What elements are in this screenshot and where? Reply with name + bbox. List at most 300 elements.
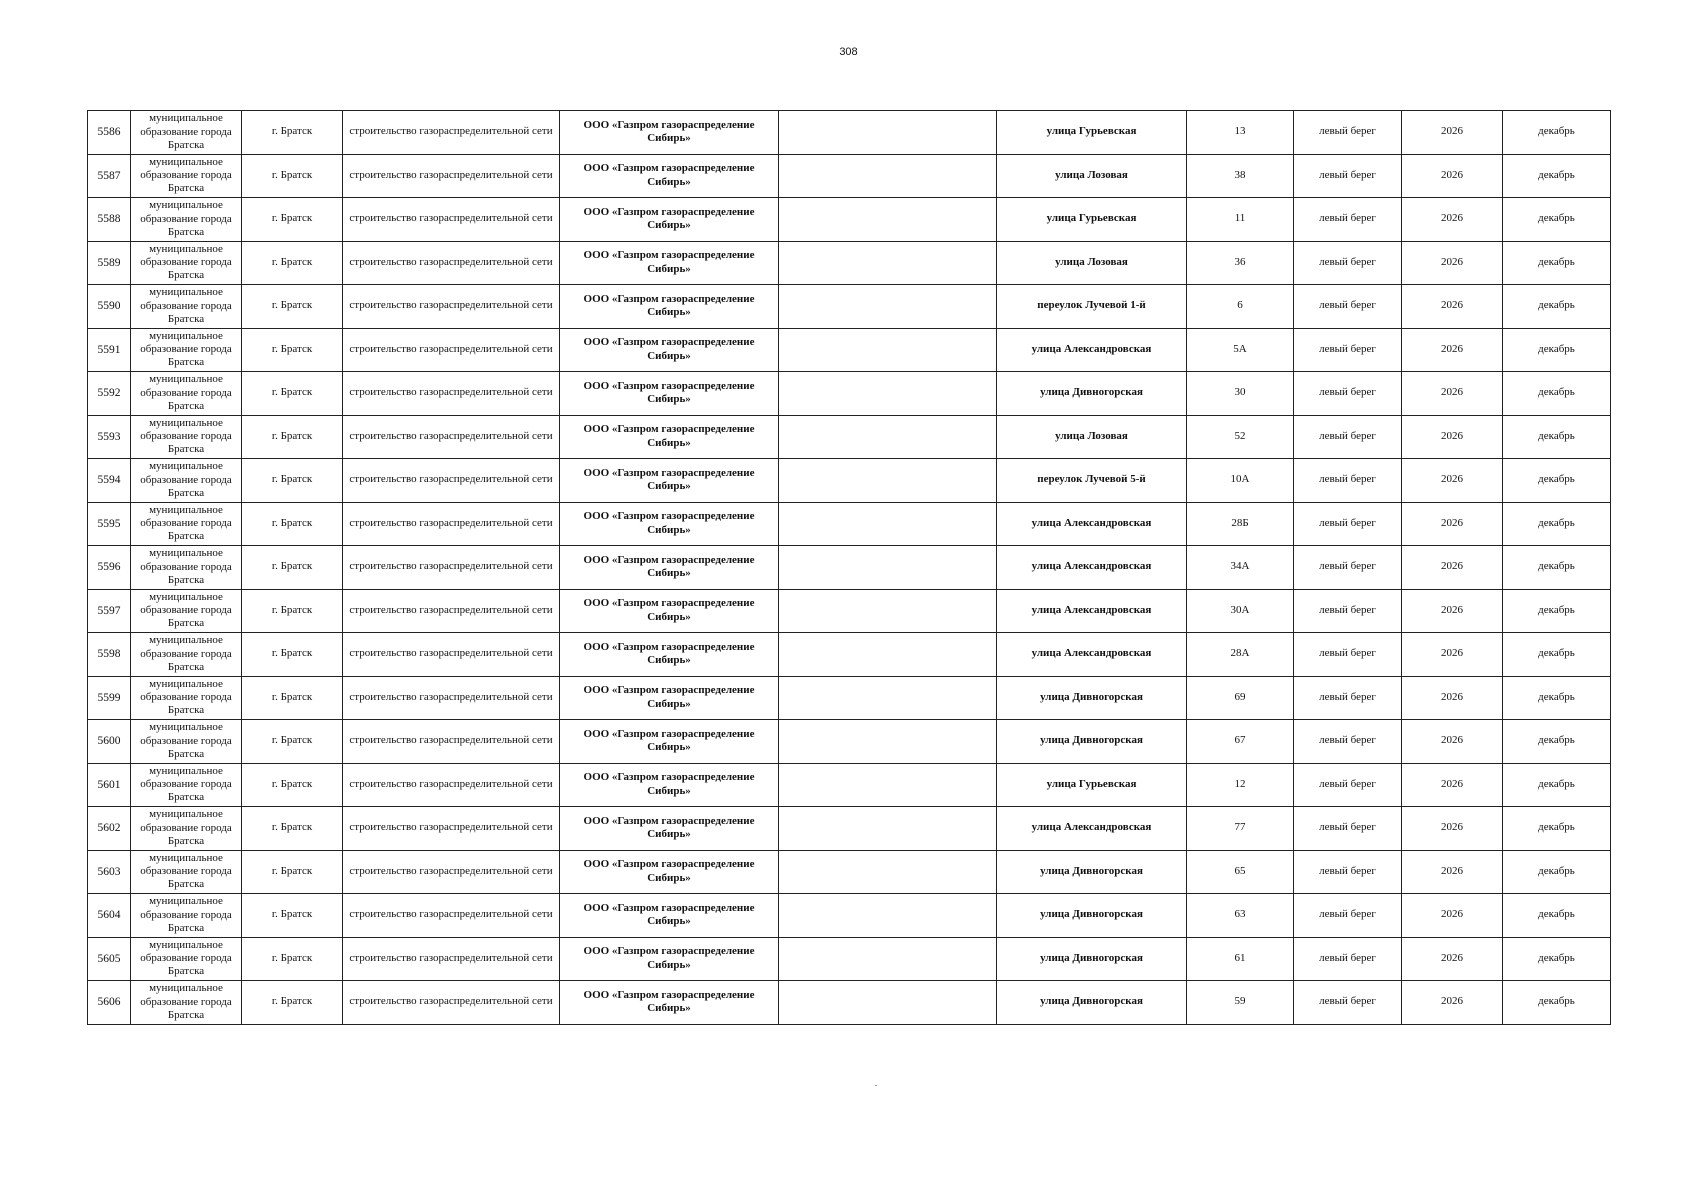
cell-month: декабрь — [1503, 111, 1611, 155]
cell-empty — [779, 415, 997, 459]
cell-house-number: 28А — [1187, 633, 1294, 677]
cell-year: 2026 — [1402, 763, 1503, 807]
cell-empty — [779, 546, 997, 590]
cell-work-type: строительство газораспределительной сети — [343, 415, 560, 459]
cell-city: г. Братск — [242, 763, 343, 807]
cell-river-bank: левый берег — [1294, 894, 1402, 938]
cell-work-type: строительство газораспределительной сети — [343, 676, 560, 720]
municipality-line: образование города — [140, 430, 232, 443]
municipality-line: муниципальное — [149, 938, 223, 951]
municipality-line: муниципальное — [149, 242, 223, 255]
cell-month: декабрь — [1503, 372, 1611, 416]
municipality-line: Братска — [167, 791, 205, 804]
municipality-line: образование города — [140, 908, 232, 921]
cell-city: г. Братск — [242, 589, 343, 633]
municipality-line: Братска — [167, 1008, 205, 1021]
municipality-line: муниципальное — [149, 764, 223, 777]
cell-street: улица Александровская — [997, 328, 1187, 372]
cell-empty — [779, 676, 997, 720]
cell-empty — [779, 241, 997, 285]
cell-house-number: 6 — [1187, 285, 1294, 329]
cell-number: 5586 — [88, 111, 131, 155]
cell-municipality — [131, 633, 242, 677]
municipality-line: муниципальное — [149, 112, 223, 125]
cell-year: 2026 — [1402, 111, 1503, 155]
municipality-line: муниципальное — [149, 721, 223, 734]
cell-municipality — [131, 502, 242, 546]
scan-speck — [875, 1085, 877, 1086]
municipality-line: образование города — [140, 734, 232, 747]
cell-work-type: строительство газораспределительной сети — [343, 589, 560, 633]
cell-month: декабрь — [1503, 415, 1611, 459]
cell-city: г. Братск — [242, 285, 343, 329]
cell-month: декабрь — [1503, 807, 1611, 851]
cell-house-number: 67 — [1187, 720, 1294, 764]
cell-river-bank: левый берег — [1294, 807, 1402, 851]
cell-house-number: 61 — [1187, 937, 1294, 981]
cell-year: 2026 — [1402, 198, 1503, 242]
cell-number: 5603 — [88, 850, 131, 894]
cell-work-type: строительство газораспределительной сети — [343, 198, 560, 242]
cell-month: декабрь — [1503, 546, 1611, 590]
cell-municipality — [131, 111, 242, 155]
cell-year: 2026 — [1402, 502, 1503, 546]
cell-municipality — [131, 850, 242, 894]
cell-year: 2026 — [1402, 415, 1503, 459]
cell-municipality — [131, 154, 242, 198]
cell-organization: ООО «Газпром газораспределение Сибирь» — [560, 763, 779, 807]
cell-year: 2026 — [1402, 850, 1503, 894]
cell-number: 5599 — [88, 676, 131, 720]
cell-municipality — [131, 285, 242, 329]
cell-work-type: строительство газораспределительной сети — [343, 763, 560, 807]
cell-number: 5593 — [88, 415, 131, 459]
cell-municipality — [131, 459, 242, 503]
municipality-line: Братска — [167, 617, 205, 630]
cell-month: декабрь — [1503, 894, 1611, 938]
table-row — [88, 981, 1611, 1025]
cell-house-number: 77 — [1187, 807, 1294, 851]
table-row — [88, 241, 1611, 285]
cell-number: 5588 — [88, 198, 131, 242]
cell-organization: ООО «Газпром газораспределение Сибирь» — [560, 241, 779, 285]
cell-number: 5595 — [88, 502, 131, 546]
table-row — [88, 328, 1611, 372]
cell-city: г. Братск — [242, 415, 343, 459]
cell-year: 2026 — [1402, 894, 1503, 938]
municipality-line: муниципальное — [149, 286, 223, 299]
cell-house-number: 11 — [1187, 198, 1294, 242]
municipality-line: муниципальное — [149, 199, 223, 212]
cell-work-type: строительство газораспределительной сети — [343, 720, 560, 764]
table-row — [88, 937, 1611, 981]
cell-river-bank: левый берег — [1294, 589, 1402, 633]
municipality-line: образование города — [140, 386, 232, 399]
cell-organization: ООО «Газпром газораспределение Сибирь» — [560, 633, 779, 677]
cell-house-number: 59 — [1187, 981, 1294, 1025]
municipality-line: образование города — [140, 517, 232, 530]
municipality-line: Братска — [167, 573, 205, 586]
cell-street: улица Дивногорская — [997, 676, 1187, 720]
cell-organization: ООО «Газпром газораспределение Сибирь» — [560, 372, 779, 416]
table-row — [88, 372, 1611, 416]
cell-city: г. Братск — [242, 850, 343, 894]
cell-organization: ООО «Газпром газораспределение Сибирь» — [560, 111, 779, 155]
cell-organization: ООО «Газпром газораспределение Сибирь» — [560, 720, 779, 764]
cell-house-number: 36 — [1187, 241, 1294, 285]
cell-organization: ООО «Газпром газораспределение Сибирь» — [560, 676, 779, 720]
cell-river-bank: левый берег — [1294, 981, 1402, 1025]
cell-empty — [779, 589, 997, 633]
municipality-line: муниципальное — [149, 503, 223, 516]
cell-street: улица Лозовая — [997, 415, 1187, 459]
municipality-line: Братска — [167, 660, 205, 673]
cell-year: 2026 — [1402, 981, 1503, 1025]
registry-body — [88, 111, 1611, 1025]
municipality-line: муниципальное — [149, 155, 223, 168]
cell-city: г. Братск — [242, 546, 343, 590]
municipality-line: образование города — [140, 952, 232, 965]
cell-municipality — [131, 763, 242, 807]
cell-empty — [779, 763, 997, 807]
cell-river-bank: левый берег — [1294, 154, 1402, 198]
cell-year: 2026 — [1402, 241, 1503, 285]
cell-work-type: строительство газораспределительной сети — [343, 154, 560, 198]
cell-year: 2026 — [1402, 676, 1503, 720]
cell-house-number: 63 — [1187, 894, 1294, 938]
municipality-line: муниципальное — [149, 590, 223, 603]
cell-number: 5604 — [88, 894, 131, 938]
page-number: 308 — [839, 46, 858, 58]
cell-municipality — [131, 372, 242, 416]
cell-work-type: строительство газораспределительной сети — [343, 328, 560, 372]
municipality-line: Братска — [167, 747, 205, 760]
cell-organization: ООО «Газпром газораспределение Сибирь» — [560, 850, 779, 894]
cell-city: г. Братск — [242, 328, 343, 372]
cell-street: переулок Лучевой 5-й — [997, 459, 1187, 503]
cell-organization: ООО «Газпром газораспределение Сибирь» — [560, 415, 779, 459]
cell-municipality — [131, 807, 242, 851]
table-row — [88, 415, 1611, 459]
municipality-line: муниципальное — [149, 808, 223, 821]
cell-year: 2026 — [1402, 633, 1503, 677]
cell-river-bank: левый берег — [1294, 459, 1402, 503]
cell-year: 2026 — [1402, 589, 1503, 633]
cell-work-type: строительство газораспределительной сети — [343, 894, 560, 938]
cell-municipality — [131, 894, 242, 938]
cell-street: улица Дивногорская — [997, 720, 1187, 764]
cell-work-type: строительство газораспределительной сети — [343, 546, 560, 590]
table-row — [88, 894, 1611, 938]
cell-month: декабрь — [1503, 589, 1611, 633]
cell-empty — [779, 633, 997, 677]
cell-month: декабрь — [1503, 676, 1611, 720]
cell-number: 5597 — [88, 589, 131, 633]
cell-month: декабрь — [1503, 154, 1611, 198]
cell-year: 2026 — [1402, 546, 1503, 590]
cell-river-bank: левый берег — [1294, 285, 1402, 329]
registry-table — [87, 110, 1611, 1025]
municipality-line: Братска — [167, 356, 205, 369]
municipality-line: образование города — [140, 604, 232, 617]
table-row — [88, 198, 1611, 242]
municipality-line: муниципальное — [149, 851, 223, 864]
cell-municipality — [131, 328, 242, 372]
table-row — [88, 763, 1611, 807]
cell-work-type: строительство газораспределительной сети — [343, 111, 560, 155]
cell-house-number: 69 — [1187, 676, 1294, 720]
municipality-line: образование города — [140, 299, 232, 312]
cell-city: г. Братск — [242, 154, 343, 198]
table-row — [88, 589, 1611, 633]
cell-number: 5596 — [88, 546, 131, 590]
cell-river-bank: левый берег — [1294, 372, 1402, 416]
municipality-line: муниципальное — [149, 547, 223, 560]
cell-work-type: строительство газораспределительной сети — [343, 285, 560, 329]
cell-street: улица Лозовая — [997, 154, 1187, 198]
cell-organization: ООО «Газпром газораспределение Сибирь» — [560, 894, 779, 938]
municipality-line: образование города — [140, 691, 232, 704]
cell-house-number: 10А — [1187, 459, 1294, 503]
cell-river-bank: левый берег — [1294, 937, 1402, 981]
table-row — [88, 111, 1611, 155]
cell-house-number: 5А — [1187, 328, 1294, 372]
cell-river-bank: левый берег — [1294, 502, 1402, 546]
municipality-line: образование города — [140, 343, 232, 356]
cell-street: улица Дивногорская — [997, 894, 1187, 938]
cell-street: улица Александровская — [997, 589, 1187, 633]
municipality-line: Братска — [167, 269, 205, 282]
cell-municipality — [131, 676, 242, 720]
cell-street: переулок Лучевой 1-й — [997, 285, 1187, 329]
cell-organization: ООО «Газпром газораспределение Сибирь» — [560, 502, 779, 546]
cell-street: улица Александровская — [997, 807, 1187, 851]
cell-city: г. Братск — [242, 372, 343, 416]
cell-organization: ООО «Газпром газораспределение Сибирь» — [560, 198, 779, 242]
cell-river-bank: левый берег — [1294, 198, 1402, 242]
cell-number: 5587 — [88, 154, 131, 198]
cell-house-number: 34А — [1187, 546, 1294, 590]
municipality-line: муниципальное — [149, 895, 223, 908]
cell-river-bank: левый берег — [1294, 850, 1402, 894]
cell-river-bank: левый берег — [1294, 720, 1402, 764]
cell-organization: ООО «Газпром газораспределение Сибирь» — [560, 285, 779, 329]
municipality-line: образование города — [140, 212, 232, 225]
cell-number: 5606 — [88, 981, 131, 1025]
municipality-line: Братска — [167, 182, 205, 195]
municipality-line: Братска — [167, 965, 205, 978]
cell-river-bank: левый берег — [1294, 111, 1402, 155]
municipality-line: Братска — [167, 312, 205, 325]
cell-street: улица Дивногорская — [997, 937, 1187, 981]
table-row — [88, 459, 1611, 503]
municipality-line: образование города — [140, 169, 232, 182]
cell-empty — [779, 198, 997, 242]
cell-municipality — [131, 589, 242, 633]
cell-river-bank: левый берег — [1294, 415, 1402, 459]
cell-empty — [779, 154, 997, 198]
cell-municipality — [131, 981, 242, 1025]
cell-work-type: строительство газораспределительной сети — [343, 981, 560, 1025]
cell-city: г. Братск — [242, 981, 343, 1025]
cell-river-bank: левый берег — [1294, 676, 1402, 720]
municipality-line: образование города — [140, 560, 232, 573]
cell-street: улица Гурьевская — [997, 111, 1187, 155]
cell-work-type: строительство газораспределительной сети — [343, 807, 560, 851]
cell-river-bank: левый берег — [1294, 763, 1402, 807]
cell-house-number: 65 — [1187, 850, 1294, 894]
cell-empty — [779, 459, 997, 503]
municipality-line: Братска — [167, 443, 205, 456]
cell-organization: ООО «Газпром газораспределение Сибирь» — [560, 589, 779, 633]
cell-year: 2026 — [1402, 720, 1503, 764]
cell-number: 5591 — [88, 328, 131, 372]
municipality-line: Братска — [167, 530, 205, 543]
municipality-line: Братска — [167, 921, 205, 934]
cell-work-type: строительство газораспределительной сети — [343, 633, 560, 677]
cell-city: г. Братск — [242, 241, 343, 285]
cell-empty — [779, 850, 997, 894]
cell-city: г. Братск — [242, 111, 343, 155]
cell-month: декабрь — [1503, 850, 1611, 894]
municipality-line: образование города — [140, 865, 232, 878]
cell-house-number: 12 — [1187, 763, 1294, 807]
cell-empty — [779, 111, 997, 155]
cell-municipality — [131, 937, 242, 981]
cell-street: улица Гурьевская — [997, 763, 1187, 807]
cell-month: декабрь — [1503, 502, 1611, 546]
table-row — [88, 285, 1611, 329]
cell-street: улица Дивногорская — [997, 372, 1187, 416]
cell-empty — [779, 502, 997, 546]
cell-river-bank: левый берег — [1294, 633, 1402, 677]
municipality-line: образование города — [140, 647, 232, 660]
cell-number: 5589 — [88, 241, 131, 285]
cell-city: г. Братск — [242, 459, 343, 503]
cell-municipality — [131, 241, 242, 285]
municipality-line: Братска — [167, 138, 205, 151]
cell-street: улица Александровская — [997, 546, 1187, 590]
municipality-line: образование города — [140, 256, 232, 269]
municipality-line: образование города — [140, 473, 232, 486]
cell-year: 2026 — [1402, 328, 1503, 372]
cell-organization: ООО «Газпром газораспределение Сибирь» — [560, 328, 779, 372]
municipality-line: Братска — [167, 486, 205, 499]
cell-house-number: 13 — [1187, 111, 1294, 155]
table-row — [88, 633, 1611, 677]
cell-street: улица Александровская — [997, 502, 1187, 546]
cell-organization: ООО «Газпром газораспределение Сибирь» — [560, 807, 779, 851]
cell-number: 5590 — [88, 285, 131, 329]
cell-month: декабрь — [1503, 241, 1611, 285]
municipality-line: муниципальное — [149, 634, 223, 647]
cell-number: 5602 — [88, 807, 131, 851]
cell-month: декабрь — [1503, 937, 1611, 981]
municipality-line: муниципальное — [149, 373, 223, 386]
municipality-line: образование города — [140, 778, 232, 791]
cell-house-number: 30А — [1187, 589, 1294, 633]
cell-house-number: 38 — [1187, 154, 1294, 198]
cell-house-number: 52 — [1187, 415, 1294, 459]
cell-city: г. Братск — [242, 633, 343, 677]
cell-year: 2026 — [1402, 459, 1503, 503]
municipality-line: муниципальное — [149, 982, 223, 995]
table-row — [88, 720, 1611, 764]
cell-house-number: 30 — [1187, 372, 1294, 416]
cell-number: 5601 — [88, 763, 131, 807]
cell-organization: ООО «Газпром газораспределение Сибирь» — [560, 937, 779, 981]
cell-city: г. Братск — [242, 502, 343, 546]
cell-street: улица Александровская — [997, 633, 1187, 677]
cell-organization: ООО «Газпром газораспределение Сибирь» — [560, 981, 779, 1025]
cell-month: декабрь — [1503, 198, 1611, 242]
municipality-line: муниципальное — [149, 460, 223, 473]
municipality-line: Братска — [167, 225, 205, 238]
cell-municipality — [131, 546, 242, 590]
cell-month: декабрь — [1503, 981, 1611, 1025]
cell-year: 2026 — [1402, 285, 1503, 329]
municipality-line: муниципальное — [149, 677, 223, 690]
cell-work-type: строительство газораспределительной сети — [343, 502, 560, 546]
table-row — [88, 154, 1611, 198]
cell-work-type: строительство газораспределительной сети — [343, 459, 560, 503]
table-row — [88, 502, 1611, 546]
cell-month: декабрь — [1503, 285, 1611, 329]
cell-month: декабрь — [1503, 459, 1611, 503]
municipality-line: образование города — [140, 995, 232, 1008]
cell-street: улица Лозовая — [997, 241, 1187, 285]
cell-empty — [779, 372, 997, 416]
municipality-line: Братска — [167, 704, 205, 717]
cell-work-type: строительство газораспределительной сети — [343, 937, 560, 981]
municipality-line: муниципальное — [149, 416, 223, 429]
municipality-line: образование города — [140, 125, 232, 138]
cell-organization: ООО «Газпром газораспределение Сибирь» — [560, 459, 779, 503]
cell-year: 2026 — [1402, 372, 1503, 416]
municipality-line: Братска — [167, 834, 205, 847]
cell-empty — [779, 720, 997, 764]
cell-municipality — [131, 720, 242, 764]
cell-municipality — [131, 198, 242, 242]
municipality-line: образование города — [140, 821, 232, 834]
cell-city: г. Братск — [242, 720, 343, 764]
cell-year: 2026 — [1402, 807, 1503, 851]
cell-empty — [779, 328, 997, 372]
municipality-line: Братска — [167, 399, 205, 412]
table-row — [88, 850, 1611, 894]
cell-organization: ООО «Газпром газораспределение Сибирь» — [560, 154, 779, 198]
cell-city: г. Братск — [242, 676, 343, 720]
cell-empty — [779, 937, 997, 981]
cell-number: 5592 — [88, 372, 131, 416]
table-row — [88, 807, 1611, 851]
cell-number: 5600 — [88, 720, 131, 764]
cell-street: улица Дивногорская — [997, 981, 1187, 1025]
cell-empty — [779, 981, 997, 1025]
cell-month: декабрь — [1503, 763, 1611, 807]
cell-city: г. Братск — [242, 807, 343, 851]
cell-work-type: строительство газораспределительной сети — [343, 372, 560, 416]
cell-river-bank: левый берег — [1294, 546, 1402, 590]
cell-house-number: 28Б — [1187, 502, 1294, 546]
cell-number: 5605 — [88, 937, 131, 981]
cell-city: г. Братск — [242, 894, 343, 938]
cell-empty — [779, 894, 997, 938]
municipality-line: муниципальное — [149, 329, 223, 342]
cell-number: 5594 — [88, 459, 131, 503]
cell-city: г. Братск — [242, 198, 343, 242]
cell-work-type: строительство газораспределительной сети — [343, 850, 560, 894]
